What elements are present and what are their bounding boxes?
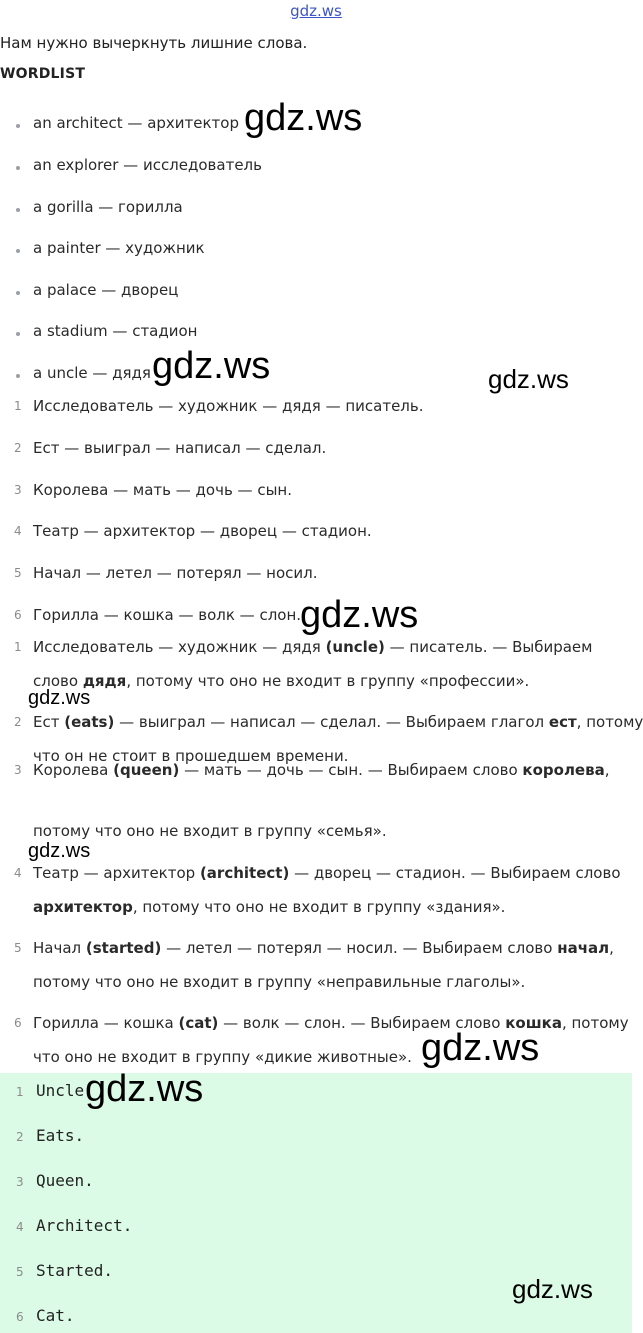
item-number: 1 xyxy=(16,1085,24,1099)
item-number: 4 xyxy=(14,866,22,880)
watermark: gdz.ws xyxy=(85,1068,204,1110)
watermark: gdz.ws xyxy=(300,594,419,636)
answer-item: Queen. xyxy=(36,1171,94,1190)
item-number: 2 xyxy=(14,715,22,729)
watermark: gdz.ws xyxy=(28,687,91,709)
answer-item: Architect. xyxy=(36,1216,133,1235)
item-number: 6 xyxy=(14,1016,22,1030)
answer-item: Uncle. xyxy=(36,1081,94,1100)
watermark: gdz.ws xyxy=(512,1274,593,1304)
wordlist-item: a painter — художник xyxy=(33,239,205,257)
wordlist-heading: WORDLIST xyxy=(0,66,86,82)
item-number: 2 xyxy=(16,1130,24,1144)
explanation-line: Исследователь — художник — дядя (uncle) — писатель. — Выбираем xyxy=(33,638,593,656)
bullet xyxy=(16,208,20,212)
item-number: 3 xyxy=(16,1175,24,1189)
watermark: gdz.ws xyxy=(28,840,91,862)
bullet xyxy=(16,332,20,336)
item-number: 5 xyxy=(16,1265,24,1279)
explanation-line: потому что оно не входит в группу «семья». xyxy=(33,822,387,840)
item-number: 4 xyxy=(16,1220,24,1234)
intro-text: Нам нужно вычеркнуть лишние слова. xyxy=(0,34,308,52)
item-number: 1 xyxy=(14,640,22,654)
group-line: Ест — выиграл — написал — сделал. xyxy=(33,439,327,457)
bullet xyxy=(16,249,20,253)
wordlist-item: an architect — архитектор xyxy=(33,114,239,132)
explanation-line: архитектор, потому что оно не входит в группу «здания». xyxy=(33,898,506,916)
explanation-line: что он не стоит в прошедшем времени. xyxy=(33,747,349,765)
explanation-line: Театр — архитектор (architect) — дворец — стадион. — Выбираем слово xyxy=(33,864,621,882)
explanation-line: слово дядя, потому что оно не входит в группу «профессии». xyxy=(33,672,530,690)
watermark: gdz.ws xyxy=(488,364,569,394)
explanation-line: Королева (queen) — мать — дочь — сын. — Выбираем слово королева, xyxy=(33,761,610,779)
item-number: 4 xyxy=(14,524,22,538)
item-number: 6 xyxy=(16,1310,24,1324)
item-number: 3 xyxy=(14,483,22,497)
answer-item: Cat. xyxy=(36,1306,75,1325)
watermark: gdz.ws xyxy=(244,97,363,139)
bullet xyxy=(16,124,20,128)
explanation-line: Начал (started) — летел — потерял — носил. — Выбираем слово начал, xyxy=(33,939,614,957)
item-number: 5 xyxy=(14,566,22,580)
wordlist-item: a uncle — дядя xyxy=(33,364,151,382)
item-number: 5 xyxy=(14,941,22,955)
site-link[interactable]: gdz.ws xyxy=(290,2,342,20)
answer-item: Started. xyxy=(36,1261,114,1280)
watermark: gdz.ws xyxy=(421,1027,540,1069)
wordlist-item: a stadium — стадион xyxy=(33,322,198,340)
bullet xyxy=(16,166,20,170)
explanation-line: потому что оно не входит в группу «неправильные глаголы». xyxy=(33,973,526,991)
explanation-line: что оно не входит в группу «дикие животные». xyxy=(33,1048,412,1066)
wordlist-item: a palace — дворец xyxy=(33,281,179,299)
bullet xyxy=(16,291,20,295)
item-number: 1 xyxy=(14,399,22,413)
group-line: Начал — летел — потерял — носил. xyxy=(33,564,318,582)
wordlist-item: an explorer — исследователь xyxy=(33,156,262,174)
group-line: Театр — архитектор — дворец — стадион. xyxy=(33,522,372,540)
answer-item: Eats. xyxy=(36,1126,85,1145)
explanation-line: Ест (eats) — выиграл — написал — сделал. — Выбираем глагол ест, потому xyxy=(33,713,643,731)
item-number: 3 xyxy=(14,763,22,777)
item-number: 2 xyxy=(14,441,22,455)
wordlist-item: a gorilla — горилла xyxy=(33,198,183,216)
group-line: Исследователь — художник — дядя — писатель. xyxy=(33,397,424,415)
item-number: 6 xyxy=(14,608,22,622)
group-line: Королева — мать — дочь — сын. xyxy=(33,481,292,499)
bullet xyxy=(16,374,20,378)
explanation-line: Горилла — кошка (cat) — волк — слон. — Выбираем слово кошка, потому xyxy=(33,1014,629,1032)
group-line: Горилла — кошка — волк — слон. xyxy=(33,606,302,624)
watermark: gdz.ws xyxy=(152,345,271,387)
